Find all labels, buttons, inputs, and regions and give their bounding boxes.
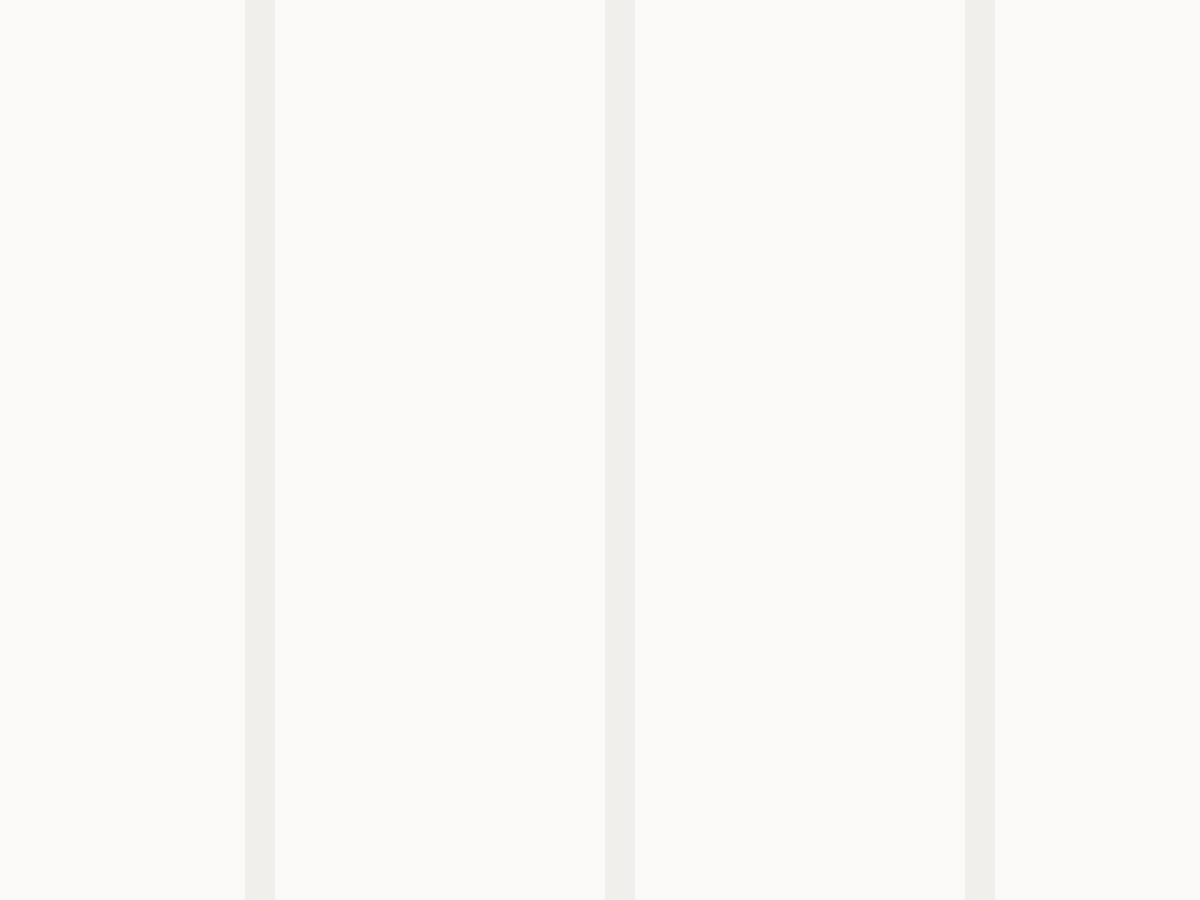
menu-item xyxy=(0,386,245,408)
menu-item xyxy=(0,238,245,260)
menu-item xyxy=(0,474,245,496)
menu-item xyxy=(0,540,245,562)
menu-item xyxy=(0,688,245,710)
menu-item xyxy=(0,408,245,430)
menu-item xyxy=(0,622,245,644)
menu-item xyxy=(0,172,245,194)
menu-item xyxy=(0,128,245,150)
menu-item xyxy=(0,276,245,298)
menu-item xyxy=(0,194,245,216)
menu-item xyxy=(0,798,245,820)
column-gutter xyxy=(605,0,635,900)
menu-item xyxy=(0,754,245,776)
menu-item xyxy=(0,4,245,26)
menu-item xyxy=(0,26,245,48)
column-gutter xyxy=(965,0,995,900)
menu-item xyxy=(0,710,245,732)
menu-column-3 xyxy=(635,0,965,900)
menu-item xyxy=(0,732,245,754)
menu-section xyxy=(0,106,245,260)
column-gutter xyxy=(245,0,275,900)
menu-item xyxy=(0,342,245,364)
menu-item xyxy=(0,600,245,622)
menu-item xyxy=(0,364,245,386)
menu-item xyxy=(0,578,245,600)
menu-item xyxy=(0,70,245,92)
menu-item xyxy=(0,48,245,70)
menu-item xyxy=(0,106,245,128)
menu-item xyxy=(0,150,245,172)
menu-item xyxy=(0,298,245,320)
menu-item xyxy=(0,452,245,474)
menu-item xyxy=(0,496,245,518)
menu-column-1 xyxy=(0,0,245,900)
menu-item xyxy=(0,776,245,798)
menu-item xyxy=(0,430,245,452)
menu-item xyxy=(0,518,245,540)
menu-item xyxy=(0,666,245,688)
menu-item xyxy=(0,644,245,666)
menu-column-4 xyxy=(995,0,1200,900)
menu-section xyxy=(0,276,245,562)
menu-section xyxy=(0,4,245,92)
menu-item xyxy=(0,320,245,342)
menu-item xyxy=(0,216,245,238)
menu-section xyxy=(0,578,245,820)
menu-column-2 xyxy=(275,0,605,900)
